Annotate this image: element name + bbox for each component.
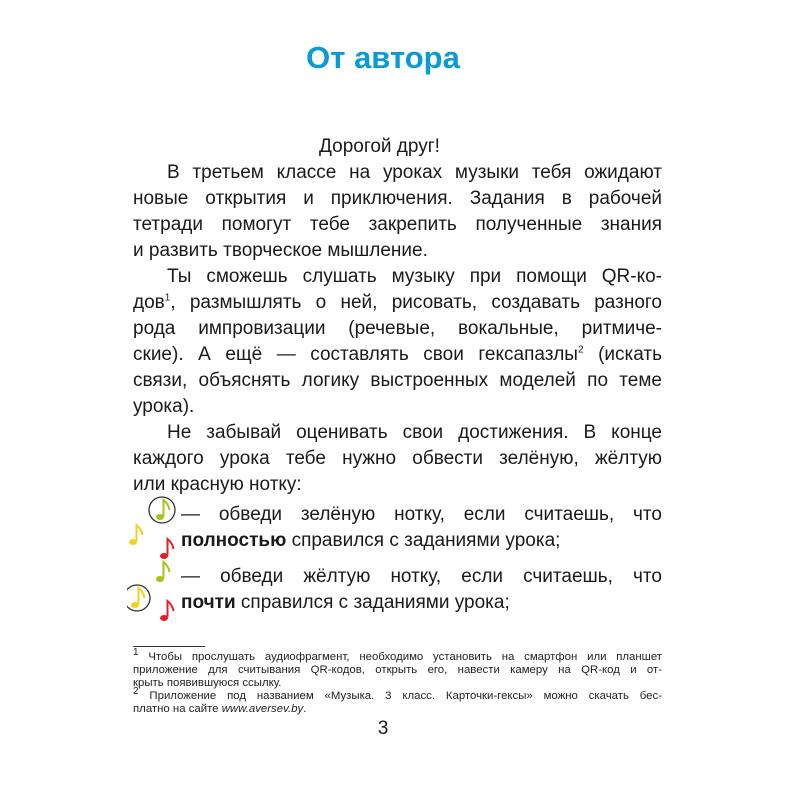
website-link[interactable]: www.aversev.by bbox=[221, 703, 304, 715]
footnote-divider bbox=[133, 646, 205, 647]
item-line bbox=[181, 528, 662, 554]
paragraph-line: каждого урока тебе нужно обвести зелёную, жёлтую bbox=[133, 448, 662, 469]
paragraph-line: урока). bbox=[133, 396, 195, 417]
yellow-note-item bbox=[133, 564, 662, 616]
emphasis: почти bbox=[181, 592, 236, 613]
item-line: — обведи зелёную нотку, если считаешь, что bbox=[181, 504, 662, 525]
text: , размышлять о ней, рисовать, создавать разного bbox=[170, 292, 662, 313]
greeting: Дорогой друг! bbox=[319, 136, 440, 157]
footnote-mark: 2 bbox=[133, 686, 139, 698]
item-line: — обведи жёлтую нотку, если считаешь, что bbox=[181, 566, 662, 587]
paragraph-line: новые открытия и приключения. Задания в рабочей bbox=[133, 188, 662, 209]
text: Чтобы прослушать аудиофрагмент, необходимо установить на смартфон или планшет bbox=[138, 651, 662, 663]
paragraph-line bbox=[133, 342, 662, 368]
text: дов bbox=[133, 292, 165, 313]
paragraph-line: или красную нотку: bbox=[133, 474, 302, 495]
paragraph-line bbox=[133, 290, 662, 316]
item-line bbox=[181, 590, 662, 616]
paragraph-line: тетради помогут тебе закрепить полученные знания bbox=[133, 214, 662, 235]
emphasis: полностью bbox=[181, 530, 287, 551]
text: (искать bbox=[583, 344, 663, 365]
footnote-line: приложение для считывания QR-кодов, открыть его, навести камеру на QR-код и от- bbox=[133, 664, 662, 676]
green-note-item bbox=[133, 502, 662, 554]
footnote-ref-2[interactable]: 2 bbox=[577, 344, 584, 356]
footnotes bbox=[133, 646, 662, 716]
paragraph-line: В третьем классе на уроках музыки тебя ожидают bbox=[167, 162, 662, 183]
main-text bbox=[133, 134, 662, 616]
text: ские). А ещё — составлять свои гексапазлы bbox=[133, 344, 578, 365]
paragraph-line: рода импровизации (речевые, вокальные, ритмиче- bbox=[133, 318, 662, 339]
paragraph-line: Не забывай оценивать свои достижения. В конце bbox=[167, 422, 662, 443]
footnote-ref-1[interactable]: 1 bbox=[164, 292, 171, 304]
footnote-mark: 1 bbox=[133, 647, 139, 659]
page-title: От автора bbox=[306, 40, 460, 75]
footnote-2 bbox=[133, 686, 662, 703]
page-number: 3 bbox=[377, 718, 389, 739]
text: . bbox=[303, 703, 307, 715]
text: справился с заданиями урока; bbox=[235, 592, 510, 613]
paragraph-line: и развить творческое мышление. bbox=[133, 240, 428, 261]
footnote-1 bbox=[133, 647, 662, 664]
paragraph-line: связи, объяснять логику выстроенных моделей по теме bbox=[133, 370, 662, 391]
text: Приложение под названием «Музыка. 3 класс. Карточки-гексы» можно скачать бес- bbox=[138, 690, 662, 702]
notes-green-circled-icon bbox=[127, 496, 183, 562]
footnote-line bbox=[133, 703, 662, 716]
footnote-line: крыть появившуюся ссылку. bbox=[133, 677, 282, 689]
paragraph-line: Ты сможешь слушать музыку при помощи QR-ко- bbox=[167, 266, 662, 287]
text: справился с заданиями урока; bbox=[286, 530, 561, 551]
text: платно на сайте bbox=[133, 703, 222, 715]
notes-yellow-circled-icon bbox=[127, 558, 183, 624]
